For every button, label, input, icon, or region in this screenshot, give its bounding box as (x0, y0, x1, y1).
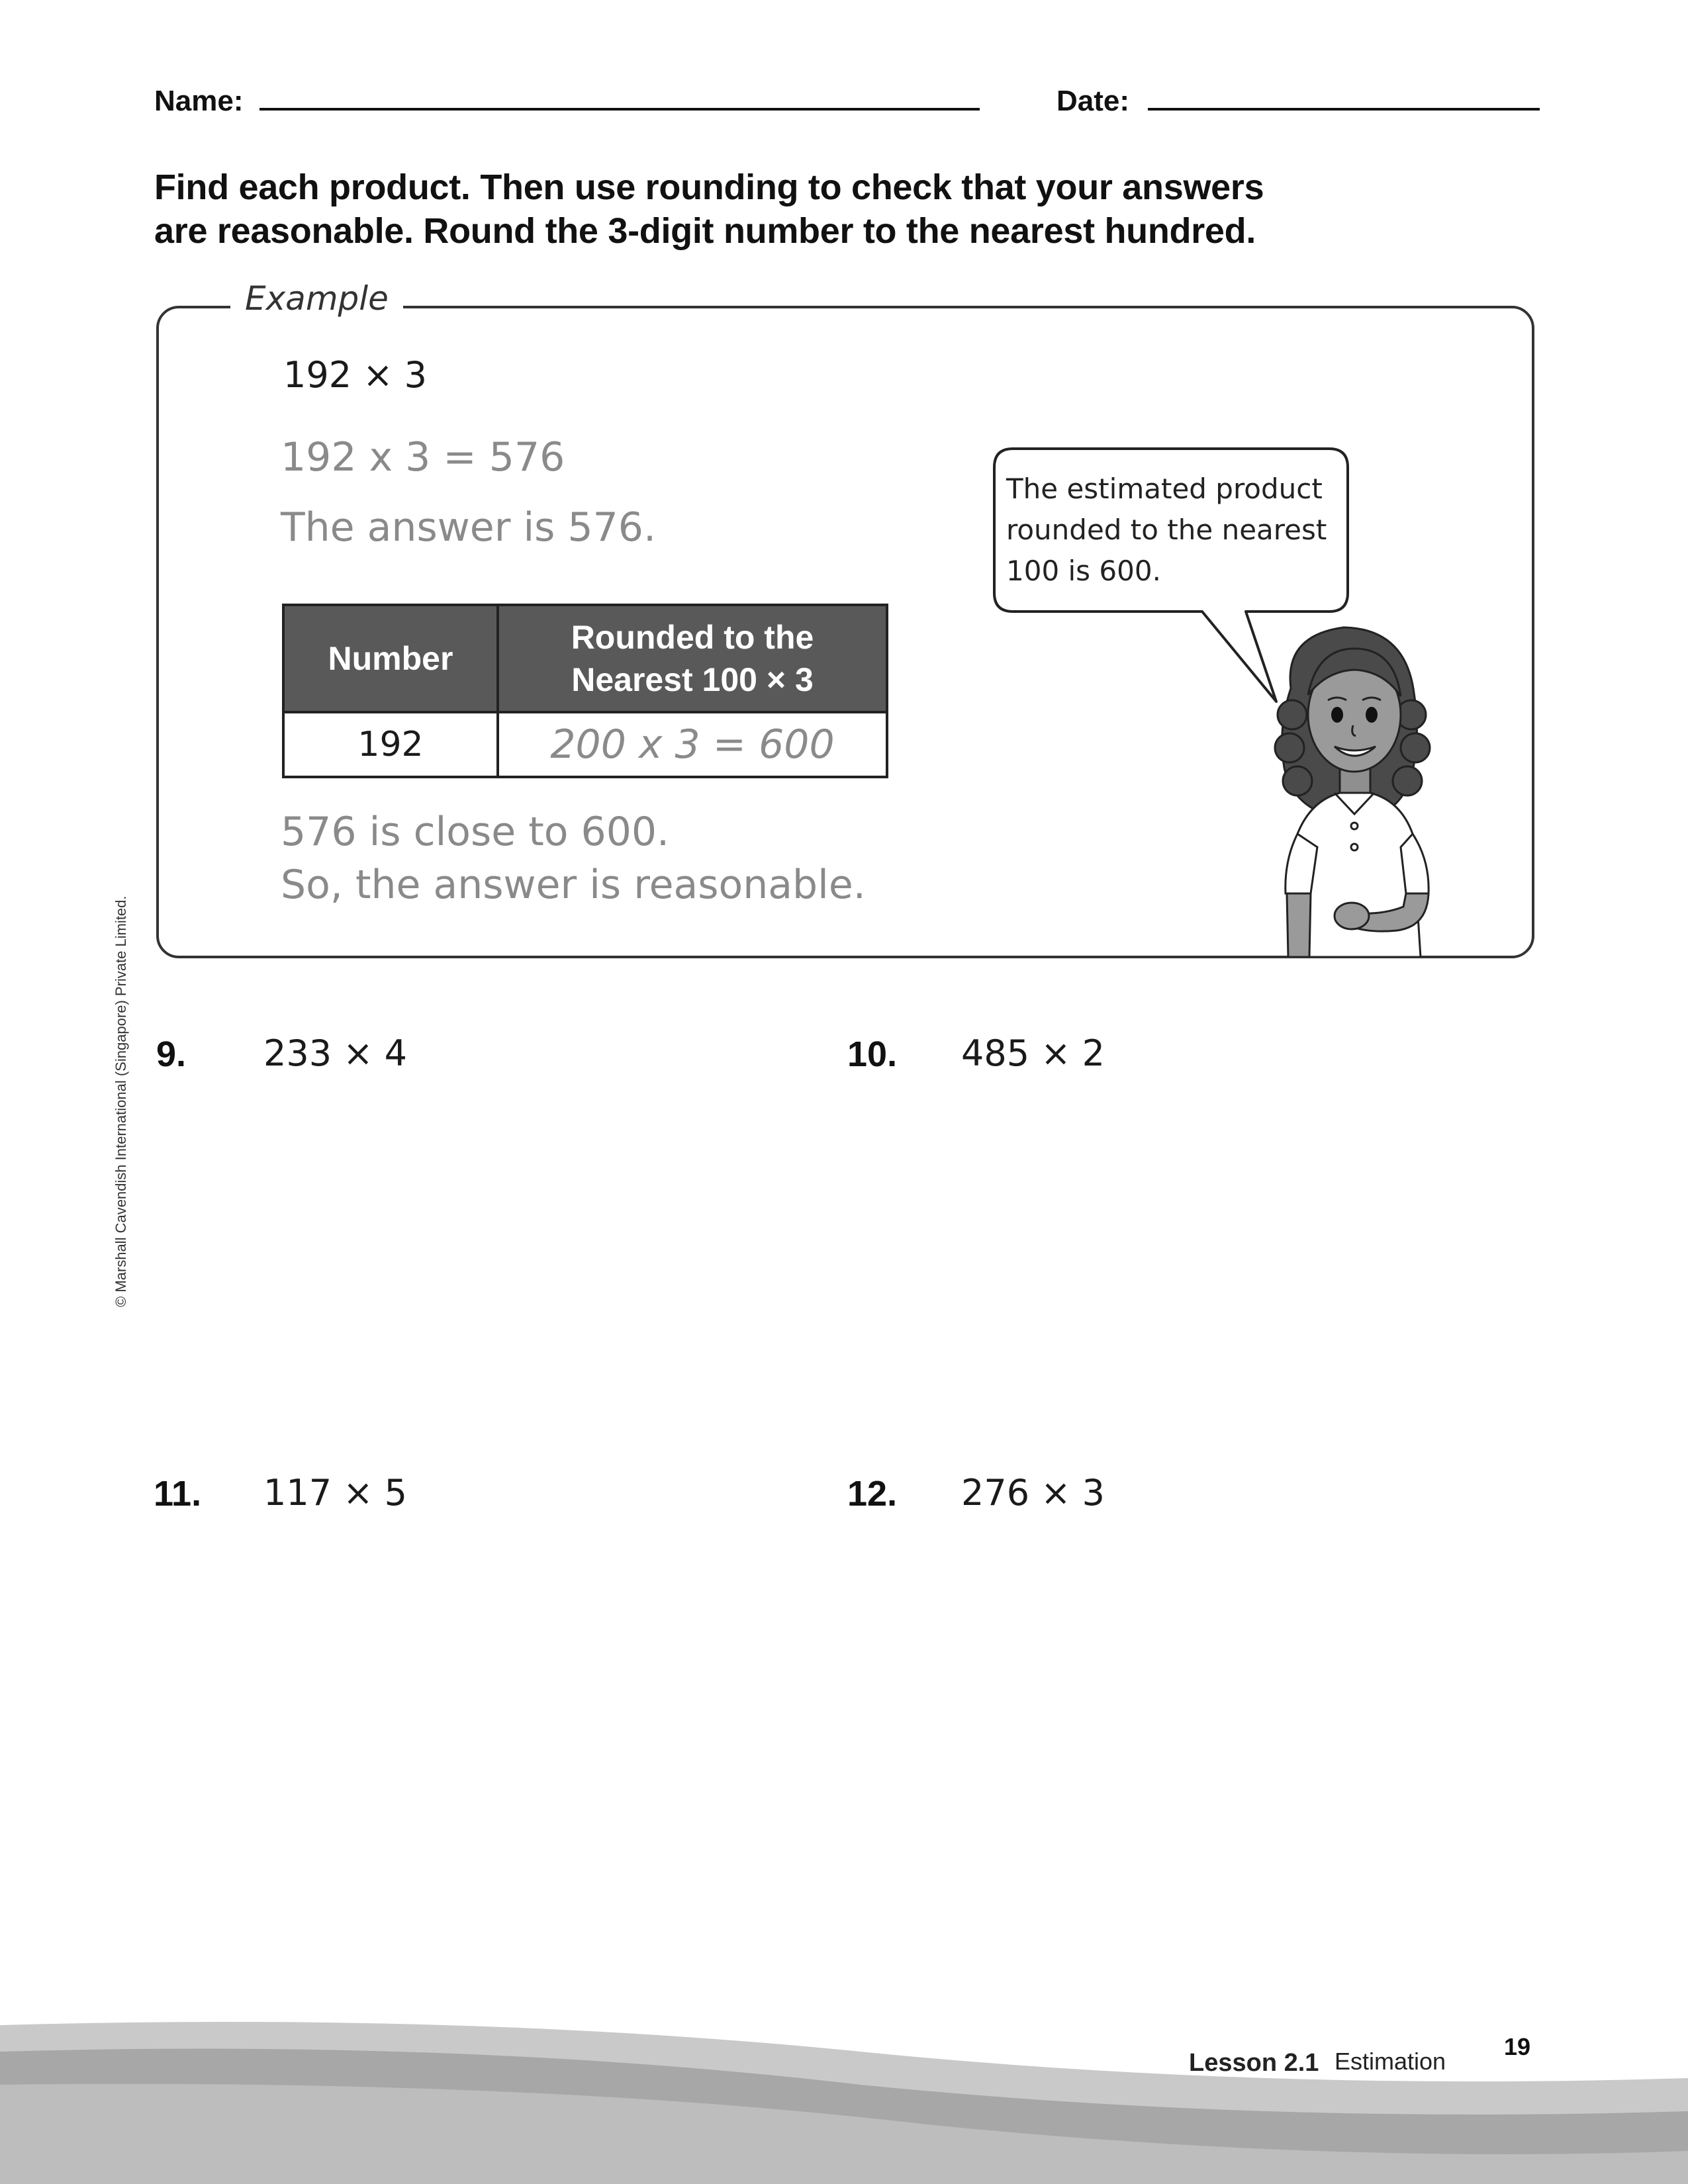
instructions-line-1: Find each product. Then use rounding to check that your answers (154, 167, 1264, 207)
table-header-rounded-line-2: Nearest 100 × 3 (571, 661, 814, 698)
example-conclusion-line-1: 576 is close to 600. (281, 809, 670, 855)
name-label: Name: (154, 85, 244, 117)
table-header-rounded (498, 605, 887, 712)
speech-bubble-line-3: 100 is 600. (1006, 555, 1161, 587)
problem-10-number: 10. (847, 1034, 898, 1074)
copyright-notice: © Marshall Cavendish International (Singapore) Private Limited. (113, 895, 129, 1307)
rounding-table (282, 604, 888, 778)
problem-11-expression: 117 × 5 (263, 1472, 408, 1514)
date-label: Date: (1056, 85, 1130, 117)
speech-bubble-line-2: rounded to the nearest (1006, 514, 1327, 546)
table-cell-number: 192 (283, 712, 498, 777)
speech-bubble-text (1006, 469, 1327, 592)
table-header-number: Number (283, 605, 498, 712)
footer-lesson: Lesson 2.1 (1189, 2049, 1319, 2077)
problem-9-expression: 233 × 4 (263, 1032, 408, 1074)
problem-10-expression: 485 × 2 (961, 1032, 1105, 1074)
speech-bubble-line-1: The estimated product (1006, 473, 1323, 505)
instructions (154, 165, 1544, 253)
name-field-line[interactable] (259, 108, 980, 111)
example-problem: 192 × 3 (283, 354, 428, 396)
girl-character-icon (1271, 615, 1443, 957)
footer-topic: Estimation (1335, 2048, 1446, 2075)
problem-9-number: 9. (156, 1034, 187, 1074)
example-work-line-2: The answer is 576. (281, 504, 657, 551)
example-conclusion-line-2: So, the answer is reasonable. (281, 862, 866, 908)
problem-12-expression: 276 × 3 (961, 1472, 1105, 1514)
example-legend: Example (230, 279, 403, 318)
table-header-rounded-line-1: Rounded to the (571, 619, 814, 656)
problem-12-number: 12. (847, 1474, 898, 1514)
date-field-line[interactable] (1148, 108, 1540, 111)
problem-11-number: 11. (154, 1474, 202, 1514)
footer-wave-band (0, 2012, 1688, 2184)
page-number: 19 (1504, 2033, 1531, 2060)
example-work-line-1: 192 x 3 = 576 (281, 434, 565, 480)
instructions-line-2: are reasonable. Round the 3-digit number to the nearest hundred. (154, 211, 1256, 251)
table-cell-rounded: 200 x 3 = 600 (498, 712, 887, 777)
table-row (283, 712, 887, 777)
